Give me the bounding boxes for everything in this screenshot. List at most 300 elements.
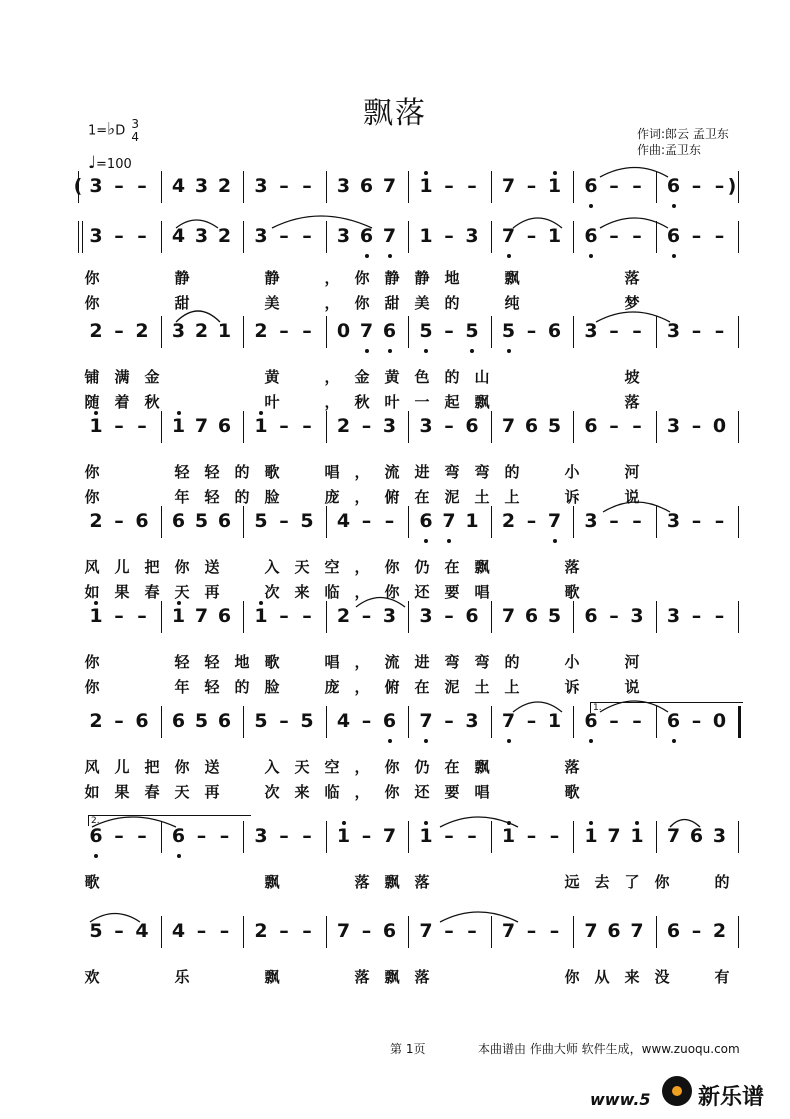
slur — [440, 912, 518, 922]
dash: – — [467, 825, 477, 847]
lyric-char: 送 — [204, 558, 220, 576]
lyric-char: 天 — [174, 583, 190, 601]
dash: – — [609, 415, 619, 437]
dash: – — [137, 825, 147, 847]
lyric-char: 你 — [354, 269, 370, 287]
lyric-char: 纯 — [504, 294, 520, 312]
note: 1 — [627, 825, 647, 847]
note: 3 — [584, 510, 598, 532]
lyric-line — [80, 461, 740, 481]
lyric-char: 还 — [414, 583, 430, 601]
lyric-char: 你 — [84, 463, 100, 481]
lyric-char: 的 — [444, 294, 460, 312]
lyric-char: 春 — [144, 583, 160, 601]
lyric-char: 从 — [594, 968, 610, 986]
slur — [600, 701, 668, 712]
note: 5 — [416, 320, 436, 342]
note: 1 — [581, 825, 601, 847]
lyric-char: 春 — [144, 783, 160, 801]
note: 5 — [254, 510, 268, 532]
lyric-char: 流 — [384, 653, 400, 671]
note: 6 — [217, 605, 232, 627]
quarter-note-icon: ♩ — [88, 153, 97, 173]
note: 6 — [664, 175, 684, 197]
vinyl-record-icon — [662, 1076, 692, 1106]
slur — [176, 220, 218, 228]
lyric-char: 你 — [384, 558, 400, 576]
lyric-char: 风 — [84, 558, 100, 576]
lyric-char: 送 — [204, 758, 220, 776]
lyric-char: 庞 — [324, 678, 340, 696]
lyric-char: 弯 — [474, 463, 490, 481]
lyric-char: 唱 — [324, 463, 340, 481]
lyric-char: 你 — [384, 783, 400, 801]
lyric-char: 脸 — [264, 678, 280, 696]
lyric-char: 儿 — [114, 758, 130, 776]
lyric-char: 来 — [294, 783, 310, 801]
dash: – — [632, 225, 642, 247]
dash: – — [137, 415, 147, 437]
lyric-char: 美 — [264, 294, 280, 312]
lyric-char: ， — [354, 488, 370, 506]
note: 3 — [89, 175, 103, 197]
note: 6 — [382, 920, 397, 942]
dash: – — [279, 510, 289, 532]
slur — [600, 168, 668, 178]
lyric-char: 诉 — [564, 678, 580, 696]
lyric-line — [80, 676, 740, 696]
lyric-char: 起 — [444, 393, 460, 411]
note: 0 — [712, 710, 727, 732]
dash: – — [196, 920, 207, 942]
dash: – — [609, 605, 619, 627]
lyric-char: 了 — [624, 873, 640, 891]
lyric-char: 次 — [264, 783, 280, 801]
lyric-char: 儿 — [114, 558, 130, 576]
lyric-char: 空 — [324, 758, 340, 776]
note: 1 — [251, 415, 271, 437]
note: 7 — [499, 710, 519, 732]
lyric-line — [80, 267, 740, 287]
note: 2 — [135, 320, 149, 342]
lyric-line — [80, 966, 740, 986]
note: 2 — [89, 710, 103, 732]
dash: – — [549, 825, 560, 847]
lyric-char: 唱 — [474, 783, 490, 801]
note: 7 — [501, 415, 516, 437]
lyric-char: 去 — [594, 873, 610, 891]
dash: – — [279, 825, 289, 847]
lyric-char: 入 — [264, 558, 280, 576]
dash: – — [714, 320, 725, 342]
lyric-char: 甜 — [384, 294, 400, 312]
lyric-char: 山 — [474, 368, 490, 386]
dash: – — [114, 605, 124, 627]
note: 4 — [336, 710, 351, 732]
note: 2 — [336, 415, 351, 437]
lyric-char: 叶 — [264, 393, 280, 411]
lyric-char: 把 — [144, 558, 160, 576]
dash: – — [691, 710, 702, 732]
note: 1 — [465, 510, 479, 532]
lyric-char: ， — [354, 583, 370, 601]
dash: – — [444, 920, 454, 942]
note: 6 — [547, 320, 562, 342]
lyric-char: 在 — [444, 558, 460, 576]
lyric-char: 庞 — [324, 488, 340, 506]
lyric-char: 飘 — [264, 873, 280, 891]
lyric-char: 的 — [504, 653, 520, 671]
lyric-char: 金 — [354, 368, 370, 386]
note: 6 — [135, 510, 149, 532]
note: 6 — [465, 415, 479, 437]
note: 7 — [501, 605, 516, 627]
volta-2: 2. — [88, 815, 251, 826]
lyric-char: 的 — [234, 678, 250, 696]
dash: – — [302, 920, 312, 942]
lyric-char: 飘 — [384, 968, 400, 986]
slur — [513, 702, 562, 712]
lyric-line — [80, 756, 740, 776]
lyric-char: 在 — [444, 758, 460, 776]
dash: – — [444, 320, 454, 342]
lyric-char: 美 — [414, 294, 430, 312]
lyric-char: 你 — [84, 653, 100, 671]
note: 6 — [416, 510, 436, 532]
note: 1 — [86, 605, 106, 627]
lyric-char: 飘 — [264, 968, 280, 986]
lyric-char: 唱 — [474, 583, 490, 601]
lyric-char: ， — [324, 294, 340, 312]
note: 6 — [86, 825, 106, 847]
dash: – — [632, 175, 642, 197]
dash: – — [526, 225, 537, 247]
lyric-char: 落 — [564, 758, 580, 776]
dash: – — [714, 175, 725, 197]
lyric-char: 如 — [84, 583, 100, 601]
dash: – — [691, 225, 702, 247]
lyric-char: 一 — [414, 393, 430, 411]
note: 7 — [584, 920, 598, 942]
dash: – — [384, 510, 395, 532]
slur — [600, 218, 668, 228]
dash: – — [302, 415, 312, 437]
note: 6 — [584, 415, 598, 437]
note: 0 — [712, 415, 727, 437]
lyric-char: ， — [324, 368, 340, 386]
lyric-char: 静 — [174, 269, 190, 287]
note: 3 — [336, 225, 351, 247]
lyric-char: 你 — [84, 678, 100, 696]
lyric-line — [80, 781, 740, 801]
dash: – — [137, 605, 147, 627]
lyric-char: 你 — [384, 758, 400, 776]
note: 6 — [465, 605, 479, 627]
lyric-char: 仍 — [414, 758, 430, 776]
note: 2 — [254, 920, 268, 942]
dash: – — [549, 920, 560, 942]
note: 6 — [607, 920, 621, 942]
lyric-char: 把 — [144, 758, 160, 776]
time-bottom: 4 — [131, 130, 139, 144]
note: 3 — [584, 320, 598, 342]
note: 1 — [547, 225, 562, 247]
lyric-char: 歌 — [564, 583, 580, 601]
note: 2 — [194, 320, 209, 342]
lyric-char: ， — [354, 783, 370, 801]
lyric-char: 次 — [264, 583, 280, 601]
volta-1: 1. — [590, 702, 743, 713]
note: 6 — [581, 175, 601, 197]
lyric-char: 弯 — [444, 463, 460, 481]
note: 2 — [501, 510, 516, 532]
lyric-char: 说 — [624, 488, 640, 506]
note: 7 — [666, 825, 681, 847]
lyric-char: 俯 — [384, 488, 400, 506]
note: 1 — [86, 415, 106, 437]
note: 3 — [382, 415, 397, 437]
lyric-char: 要 — [444, 783, 460, 801]
lyric-line — [80, 581, 740, 601]
lyric-char: 歌 — [564, 783, 580, 801]
dash: – — [361, 605, 372, 627]
dash: – — [279, 920, 289, 942]
lyric-char: 你 — [174, 558, 190, 576]
lyric-char: 静 — [264, 269, 280, 287]
dash: – — [526, 710, 537, 732]
note: 6 — [584, 605, 598, 627]
lyricist-credit: 作词:郎云 孟卫东 — [637, 127, 729, 141]
dash: – — [714, 225, 725, 247]
lyric-char: 小 — [564, 653, 580, 671]
dash: – — [444, 605, 454, 627]
lyric-char: 甜 — [174, 294, 190, 312]
lyric-char: 歌 — [84, 873, 100, 891]
note: 6 — [380, 710, 400, 732]
note: 2 — [217, 225, 232, 247]
note: 3 — [666, 415, 681, 437]
time-top: 3 — [131, 117, 139, 131]
dash: – — [526, 920, 537, 942]
dash: – — [691, 605, 702, 627]
lyric-char: 地 — [444, 269, 460, 287]
lyric-char: 你 — [354, 294, 370, 312]
lyric-char: 落 — [354, 968, 370, 986]
lyric-char: 上 — [504, 488, 520, 506]
lyric-char: 的 — [714, 873, 730, 891]
lyric-char: 你 — [84, 269, 100, 287]
note: 4 — [135, 920, 149, 942]
lyric-char: 诉 — [564, 488, 580, 506]
dash: – — [196, 825, 207, 847]
lyric-char: 泥 — [444, 488, 460, 506]
lyric-char: 上 — [504, 678, 520, 696]
lyric-char: 在 — [414, 488, 430, 506]
note: 7 — [545, 510, 565, 532]
lyric-char: ， — [354, 463, 370, 481]
note: 1 — [545, 175, 565, 197]
note: 7 — [630, 920, 644, 942]
dash: – — [302, 225, 312, 247]
open-parenthesis: ( — [73, 175, 83, 197]
key-note: D — [115, 123, 126, 139]
note: 6 — [217, 710, 232, 732]
note: 6 — [357, 225, 377, 247]
note: 6 — [171, 710, 186, 732]
dash: – — [219, 825, 230, 847]
lyric-char: 年 — [174, 678, 190, 696]
watermark-brand: 新乐谱 — [698, 1085, 765, 1110]
note: 1 — [217, 320, 232, 342]
note: 3 — [666, 320, 681, 342]
lyric-char: 再 — [204, 583, 220, 601]
lyric-line — [80, 871, 740, 891]
footer-credit: 本曲谱由 作曲大师 软件生成，www.zuoqu.com — [478, 1042, 740, 1056]
key-prefix: 1= — [88, 123, 108, 139]
lyric-char: 轻 — [174, 653, 190, 671]
lyric-char: 临 — [324, 583, 340, 601]
lyric-char: 天 — [174, 783, 190, 801]
lyric-char: 欢 — [84, 968, 100, 986]
lyric-char: 着 — [114, 393, 130, 411]
slur — [440, 817, 518, 827]
lyric-char: 落 — [414, 873, 430, 891]
dash: – — [114, 920, 124, 942]
dash: – — [302, 175, 312, 197]
slur — [92, 817, 176, 827]
lyric-char: 落 — [354, 873, 370, 891]
dash: – — [279, 710, 289, 732]
note: 1 — [547, 710, 562, 732]
note: 5 — [499, 320, 519, 342]
lyric-char: 天 — [294, 558, 310, 576]
note: 7 — [380, 225, 400, 247]
note: 5 — [300, 710, 314, 732]
note: 3 — [419, 605, 433, 627]
dash: – — [526, 175, 537, 197]
dash: – — [137, 175, 147, 197]
note: 7 — [419, 920, 433, 942]
lyric-char: 唱 — [324, 653, 340, 671]
dash: – — [114, 225, 124, 247]
dash: – — [609, 225, 619, 247]
note: 2 — [712, 920, 727, 942]
note: 3 — [336, 175, 351, 197]
note: 4 — [171, 175, 186, 197]
note: 6 — [217, 415, 232, 437]
note: 4 — [171, 225, 186, 247]
lyric-char: 脸 — [264, 488, 280, 506]
dash: – — [302, 605, 312, 627]
lyric-char: 坡 — [624, 368, 640, 386]
lyric-char: 远 — [564, 873, 580, 891]
note: 7 — [194, 415, 209, 437]
lyric-char: 你 — [84, 294, 100, 312]
note: 6 — [359, 175, 374, 197]
lyric-char: 秋 — [144, 393, 160, 411]
lyric-line — [80, 366, 740, 386]
lyric-char: 来 — [624, 968, 640, 986]
lyric-char: 如 — [84, 783, 100, 801]
note: 1 — [169, 415, 189, 437]
lyric-char: 入 — [264, 758, 280, 776]
lyric-char: 弯 — [444, 653, 460, 671]
dash: – — [219, 920, 230, 942]
composer-credit: 作曲:孟卫东 — [637, 143, 702, 157]
slur — [272, 216, 372, 228]
dash: – — [444, 415, 454, 437]
lyric-char: 河 — [624, 463, 640, 481]
dash: – — [361, 510, 372, 532]
lyric-char: 落 — [624, 393, 640, 411]
lyric-char: ， — [354, 758, 370, 776]
note: 3 — [465, 225, 479, 247]
flat-sign: ♭ — [107, 119, 116, 140]
note: 3 — [465, 710, 479, 732]
dash: – — [361, 825, 372, 847]
dash: – — [526, 510, 537, 532]
lyric-char: 来 — [294, 583, 310, 601]
note: 3 — [382, 605, 397, 627]
lyric-char: 在 — [414, 678, 430, 696]
lyric-char: 轻 — [174, 463, 190, 481]
note: 6 — [581, 225, 601, 247]
note: 1 — [419, 225, 433, 247]
lyric-char: 乐 — [174, 968, 190, 986]
dash: – — [114, 710, 124, 732]
dash: – — [279, 415, 289, 437]
lyric-char: 你 — [384, 583, 400, 601]
note: 5 — [547, 415, 562, 437]
note: 2 — [254, 320, 268, 342]
dash: – — [361, 415, 372, 437]
lyric-char: 果 — [114, 783, 130, 801]
dash: – — [691, 320, 702, 342]
lyric-char: 叶 — [384, 393, 400, 411]
note: 7 — [501, 920, 516, 942]
note: 2 — [89, 510, 103, 532]
note: 6 — [664, 710, 684, 732]
lyric-char: 梦 — [624, 294, 640, 312]
lyric-char: 飘 — [384, 873, 400, 891]
note: 4 — [171, 920, 186, 942]
note: 7 — [416, 710, 436, 732]
lyric-char: 你 — [84, 488, 100, 506]
lyric-char: 落 — [624, 269, 640, 287]
dash: – — [526, 825, 537, 847]
dash: – — [609, 510, 619, 532]
lyric-char: ， — [354, 558, 370, 576]
note: 3 — [254, 225, 268, 247]
note: 5 — [462, 320, 482, 342]
dash: – — [632, 710, 642, 732]
note: 5 — [547, 605, 562, 627]
lyric-char: 的 — [504, 463, 520, 481]
lyric-char: 歌 — [264, 653, 280, 671]
note: 7 — [501, 175, 516, 197]
dash: – — [691, 175, 702, 197]
note: 7 — [357, 320, 377, 342]
slur — [90, 914, 140, 923]
note: 2 — [336, 605, 351, 627]
tempo-value: =100 — [96, 157, 132, 172]
lyric-char: ， — [324, 269, 340, 287]
note: 6 — [524, 415, 539, 437]
lyric-char: 弯 — [474, 653, 490, 671]
note: 5 — [89, 920, 103, 942]
lyric-char: 铺 — [84, 368, 100, 386]
dash: – — [609, 175, 619, 197]
